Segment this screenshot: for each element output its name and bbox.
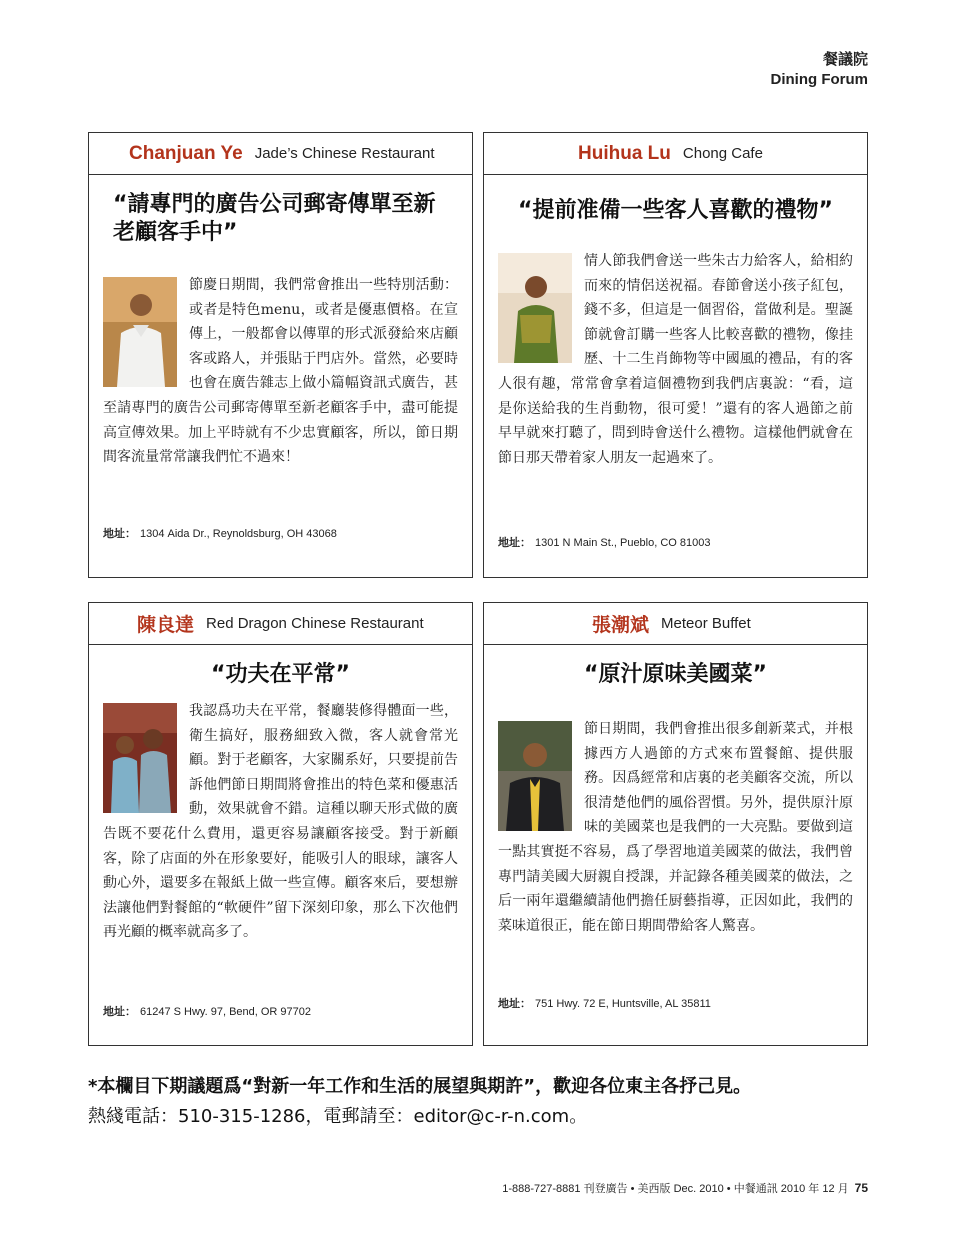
card-body [498,717,853,938]
address-value: 751 Hwy. 72 E, Huntsville, AL 35811 [535,998,711,1010]
address-label: 地址： [103,1005,136,1018]
card-quote: “提前准備一些客人喜歡的禮物” [518,198,833,223]
body-text: 我認爲功夫在平常，餐廳裝修得體面一些，衛生搞好，服務細致入微，客人就會常光顧。對于老顧客，大家關系好，只要提前告訴他們節日期間將會推出的特色菜和優惠活動，效果就會不錯。這種以聊天形式做的廣告既不要花什么費用，還更容易讓顧客接受。對于新顧客，除了店面的外在形象要好，能吸引人的眼球，讓客人動心外，還要多在報紙上做一些宣傳。顧客來后，要想辦法讓他們對餐館的“軟硬件”留下深刻印象，那么下次他們再光顧的概率就高多了。 [103,703,458,941]
owner-photo [103,703,177,813]
card-body [103,273,458,470]
card-quote: “請專門的廣告公司郵寄傳單至新老顧客手中” [113,192,436,245]
address [498,995,711,1011]
body-text: 情人節我們會送一些朱古力給客人，給相約而來的情侶送祝福。春節會送小孩子紅包，錢不多，但這是一個習俗，當做利是。聖誕節就會訂購一些客人比較喜歡的禮物，像挂歷、十二生肖飾物等中國風的禮品，有的客人很有趣，常常會拿着這個禮物到我們店裏說：“看，這是你送給我的生肖動物，很可愛！”還有的客人過節之前早早就來打聽了，問到時會送什么禮物。這樣他們就會在節日那天帶着家人朋友一起過來了。 [498,253,853,466]
restaurant-name: Jade’s Chinese Restaurant [254,145,435,162]
restaurant-name: Chong Cafe [682,145,763,162]
address-label: 地址： [498,997,531,1010]
card-body [498,249,853,470]
owner-name: 陳良達 [137,615,195,636]
address-label: 地址： [498,536,531,549]
card-header [89,603,472,645]
owner-name: 張潮斌 [592,615,650,636]
section-title-en: Dining Forum [770,71,868,88]
address [103,1003,311,1019]
address-value: 1304 Aida Dr., Reynoldsburg, OH 43068 [140,528,337,540]
forum-card-chanjuan-ye [88,132,473,578]
owner-photo [498,721,572,831]
card-quote: “原汁原味美國菜” [584,662,767,687]
address-value: 61247 S Hwy. 97, Bend, OR 97702 [140,1006,312,1018]
owner-name: Huihua Lu [578,142,671,164]
contact-info: 熱綫電話：510-315-1286，電郵請至：editor@c-r-n.com。 [88,1106,588,1127]
address [498,534,711,550]
restaurant-name: Red Dragon Chinese Restaurant [206,615,424,632]
address-value: 1301 N Main St., Pueblo, CO 81003 [535,537,711,549]
next-topic-notice [88,1072,878,1132]
footer-info: 1-888-727-8881 刊登廣告 • 美西版 Dec. 2010 • 中餐通訊 2010 年 12 月 [502,1183,849,1195]
forum-card-huihua-lu [483,132,868,578]
forum-card-chen-liangda [88,602,473,1046]
next-topic-text: *本欄目下期議題爲“對新一年工作和生活的展望與期許”，歡迎各位東主各抒己見。 [88,1076,752,1097]
owner-photo [498,253,572,363]
card-header [89,133,472,175]
body-text: 節慶日期間，我們常會推出一些特別活動：或者是特色menu，或者是優惠價格。在宣傳上，一般都會以傳單的形式派發給來店顧客或路人，并張貼于門店外。當然，必要時也會在廣告雜志上做小篇幅資訊式廣告，甚至請專門的廣告公司郵寄傳單至新老顧客手中，盡可能提高宣傳效果。加上平時就有不少忠實顧客，所以，節日期間客流量常常讓我們忙不過來！ [103,277,458,466]
section-header [771,50,869,90]
address-label: 地址： [103,527,136,540]
owner-name: Chanjuan Ye [129,142,243,164]
address [103,525,337,541]
card-header [484,133,867,175]
section-title-zh: 餐議院 [822,51,868,68]
owner-photo [103,277,177,387]
body-text: 節日期間，我們會推出很多創新菜式，并根據西方人過節的方式來布置餐館、提供服務。因爲經常和店裏的老美顧客交流，所以很清楚他們的風俗習慣。另外，提供原汁原味的美國菜也是我們的一大亮點。要做到這一點其實挺不容易，爲了學習地道美國菜的做法，我們曾專門請美國大厨親自授課，并記錄各種美國菜的做法，之后一兩年還繼續請他們擔任厨藝指導，正因如此，我們的菜味道很正，能在節日期間帶給客人驚喜。 [498,721,853,934]
page-number: 75 [854,1181,868,1195]
card-quote: “功夫在平常” [211,662,350,687]
forum-card-zhang-chaobin [483,602,868,1046]
page-footer [502,1180,868,1196]
card-header [484,603,867,645]
card-body [103,699,458,945]
restaurant-name: Meteor Buffet [661,615,751,632]
